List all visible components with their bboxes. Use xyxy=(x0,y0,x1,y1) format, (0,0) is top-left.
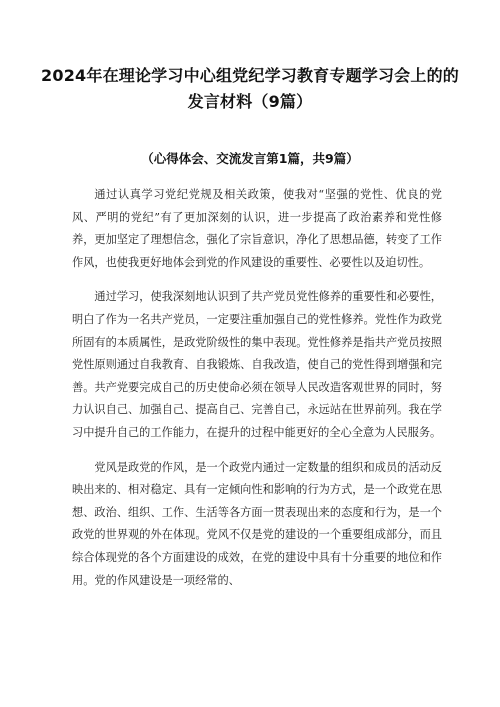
paragraph-3: 党风是政党的作风，是一个政党内通过一定数量的组织和成员的活动反映出来的、相对稳定、具有一定倾向性和影响的行为方式，是一个政党在思想、政治、组织、工作、生活等各方面一贯表现出来的态度和行为，是一个政党的世界观的外在体现。党风不仅是党的建设的一个重要组成部分，而且综合体现党的各个方面建设的成效，在党的建设中具有十分重要的地位和作用。党的作风建设是一项经常的、 xyxy=(72,460,442,587)
paragraph-1: 通过认真学习党纪党规及相关政策，使我对“坚强的党性、优良的党风、严明的党纪”有了更加深刻的认识，进一步提高了政治素养和党性修养，更加坚定了理想信念，强化了宗旨意识，净化了思想品德，转变了工作作风，也使我更好地体会到党的作风建设的重要性、必要性以及迫切性。 xyxy=(72,188,442,269)
document-title: 2024年在理论学习中心组党纪学习教育专题学习会上的的发言材料（9篇） xyxy=(41,66,459,111)
paragraph-2: 通过学习，使我深刻地认识到了共产党员党性修养的重要性和必要性，明白了作为一名共产党员，一定要注重加强自己的党性修养。党性作为政党所固有的本质属性，是政党阶级性的集中表现。党性修养是指共产党员按照党性原则通过自我教育、自我锻炼、自我改造，使自己的党性得到增强和完善。共产党要完成自己的历史使命必须在领导人民改造客观世界的同时，努力认识自己、加强自己、提高自己、完善自己，永远站在世界前列。我在学习中提升自己的工作能力，在提升的过程中能更好的全心全意为人民服务。 xyxy=(72,290,442,439)
document-body xyxy=(72,184,442,604)
document-subtitle: （心得体会、交流发言第1篇，共9篇） xyxy=(141,151,359,166)
